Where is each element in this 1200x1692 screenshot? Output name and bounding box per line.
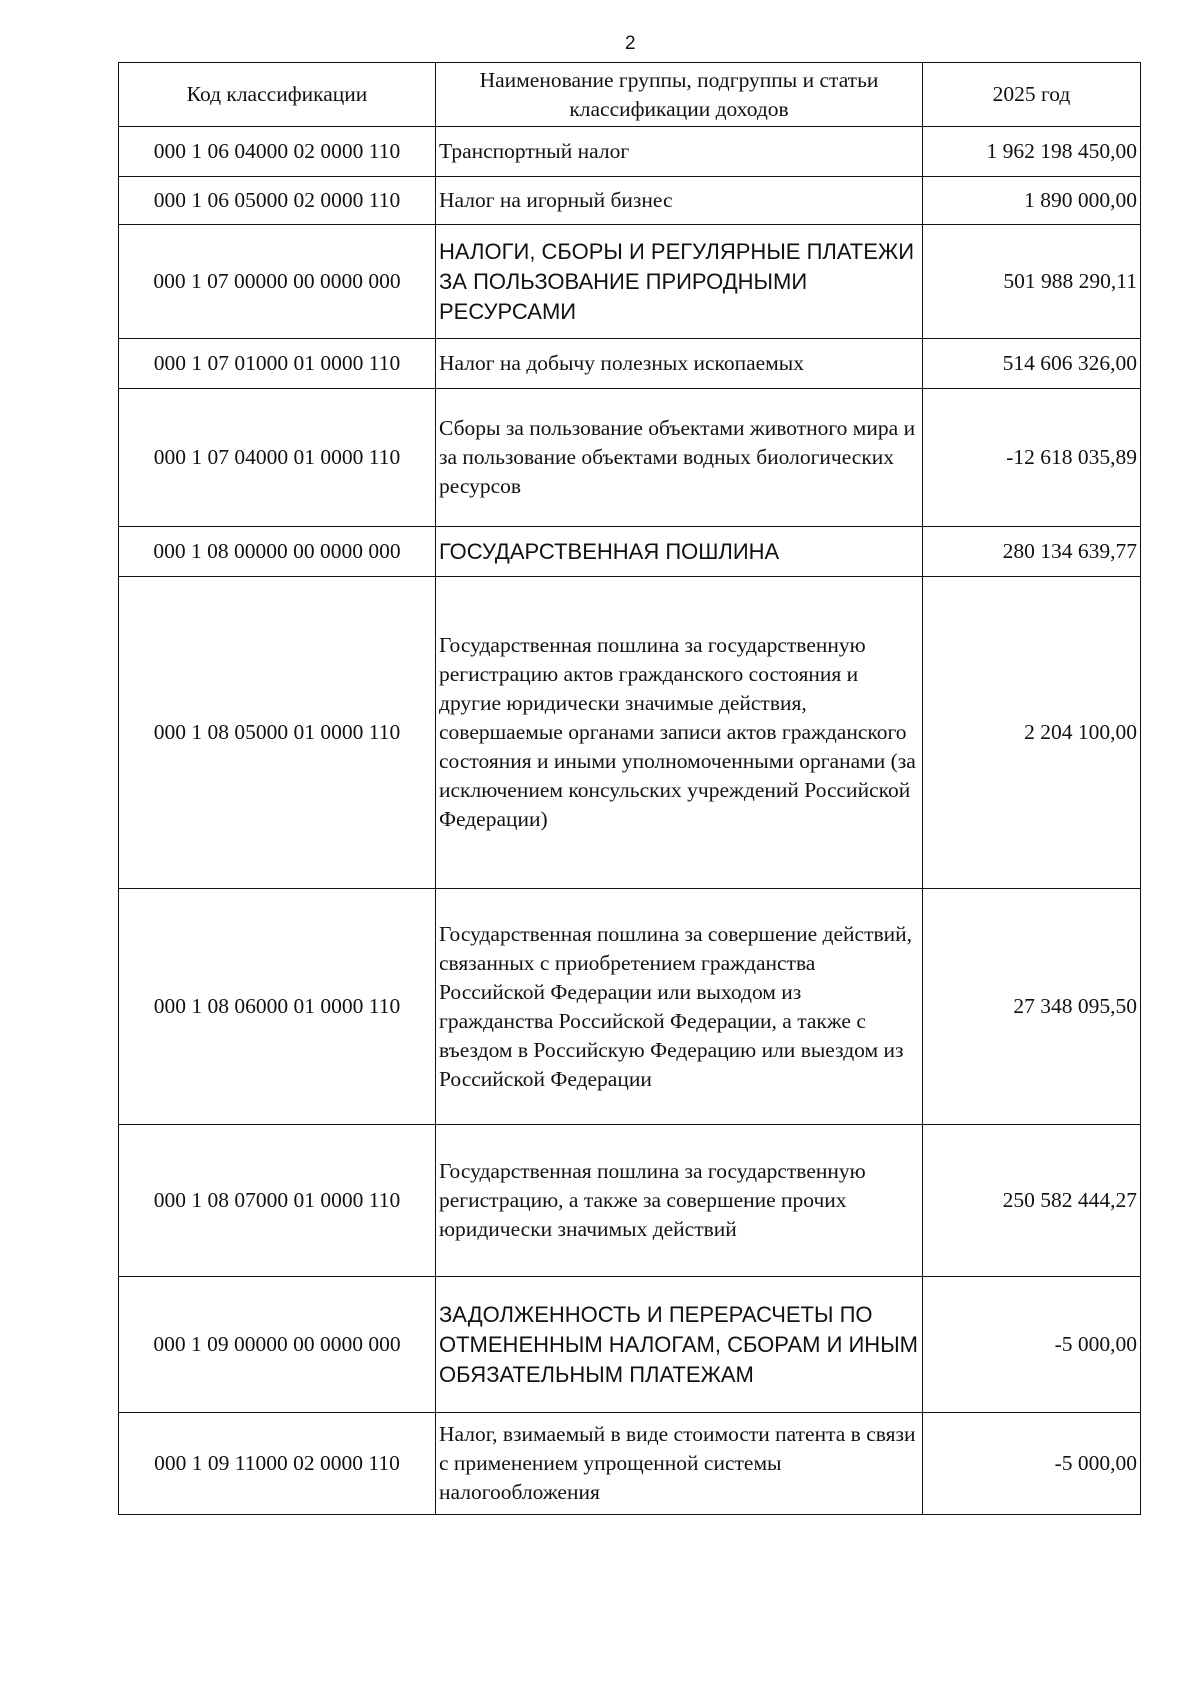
- row-amount: -12 618 035,89: [923, 389, 1141, 527]
- table-row: [119, 1413, 1141, 1515]
- row-name: Сборы за пользование объектами животного мира и за пользование объектами водных биологических ресурсов: [436, 389, 923, 527]
- row-amount: 1 890 000,00: [923, 177, 1141, 225]
- row-code: 000 1 06 05000 02 0000 110: [119, 177, 436, 225]
- row-code: 000 1 08 00000 00 0000 000: [119, 527, 436, 577]
- row-amount: -5 000,00: [923, 1277, 1141, 1413]
- row-code: 000 1 07 00000 00 0000 000: [119, 225, 436, 339]
- table-row: [119, 225, 1141, 339]
- row-name: Государственная пошлина за совершение действий, связанных с приобретением гражданства Российской Федерации или выходом из гражданства Российской Федерации, а также с въездом в Российскую Федерацию или выездом из Российской Федерации: [436, 889, 923, 1125]
- row-amount: -5 000,00: [923, 1413, 1141, 1515]
- table-row: [119, 527, 1141, 577]
- row-name: ГОСУДАРСТВЕННАЯ ПОШЛИНА: [436, 527, 923, 577]
- row-code: 000 1 07 04000 01 0000 110: [119, 389, 436, 527]
- table-header-row: [119, 63, 1141, 127]
- row-amount: 1 962 198 450,00: [923, 127, 1141, 177]
- table-row: [119, 127, 1141, 177]
- revenue-table: [118, 62, 1141, 1515]
- row-name: ЗАДОЛЖЕННОСТЬ И ПЕРЕРАСЧЕТЫ ПО ОТМЕНЕННЫМ НАЛОГАМ, СБОРАМ И ИНЫМ ОБЯЗАТЕЛЬНЫМ ПЛАТЕЖАМ: [436, 1277, 923, 1413]
- table-row: [119, 1125, 1141, 1277]
- header-name: Наименование группы, подгруппы и статьи классификации доходов: [436, 63, 923, 127]
- table-row: [119, 1277, 1141, 1413]
- row-amount: 501 988 290,11: [923, 225, 1141, 339]
- row-code: 000 1 07 01000 01 0000 110: [119, 339, 436, 389]
- table-row: [119, 177, 1141, 225]
- header-year: 2025 год: [923, 63, 1141, 127]
- row-code: 000 1 08 07000 01 0000 110: [119, 1125, 436, 1277]
- row-name: Государственная пошлина за государственную регистрацию актов гражданского состояния и другие юридически значимые действия, совершаемые органами записи актов гражданского состояния и иными уполномоченными органами (за исключением консульских учреждений Российской Федерации): [436, 577, 923, 889]
- row-code: 000 1 08 06000 01 0000 110: [119, 889, 436, 1125]
- row-name: Налог на добычу полезных ископаемых: [436, 339, 923, 389]
- row-amount: 27 348 095,50: [923, 889, 1141, 1125]
- row-code: 000 1 09 00000 00 0000 000: [119, 1277, 436, 1413]
- row-name: Налог, взимаемый в виде стоимости патента в связи с применением упрощенной системы налогообложения: [436, 1413, 923, 1515]
- page-number: 2: [625, 33, 636, 54]
- row-name: НАЛОГИ, СБОРЫ И РЕГУЛЯРНЫЕ ПЛАТЕЖИ ЗА ПОЛЬЗОВАНИЕ ПРИРОДНЫМИ РЕСУРСАМИ: [436, 225, 923, 339]
- row-name: Транспортный налог: [436, 127, 923, 177]
- row-code: 000 1 08 05000 01 0000 110: [119, 577, 436, 889]
- row-code: 000 1 09 11000 02 0000 110: [119, 1413, 436, 1515]
- table-row: [119, 339, 1141, 389]
- row-code: 000 1 06 04000 02 0000 110: [119, 127, 436, 177]
- header-code: Код классификации: [119, 63, 436, 127]
- table-row: [119, 577, 1141, 889]
- row-amount: 514 606 326,00: [923, 339, 1141, 389]
- row-name: Государственная пошлина за государственную регистрацию, а также за совершение прочих юридически значимых действий: [436, 1125, 923, 1277]
- row-amount: 280 134 639,77: [923, 527, 1141, 577]
- row-amount: 2 204 100,00: [923, 577, 1141, 889]
- row-amount: 250 582 444,27: [923, 1125, 1141, 1277]
- table-row: [119, 889, 1141, 1125]
- row-name: Налог на игорный бизнес: [436, 177, 923, 225]
- table-row: [119, 389, 1141, 527]
